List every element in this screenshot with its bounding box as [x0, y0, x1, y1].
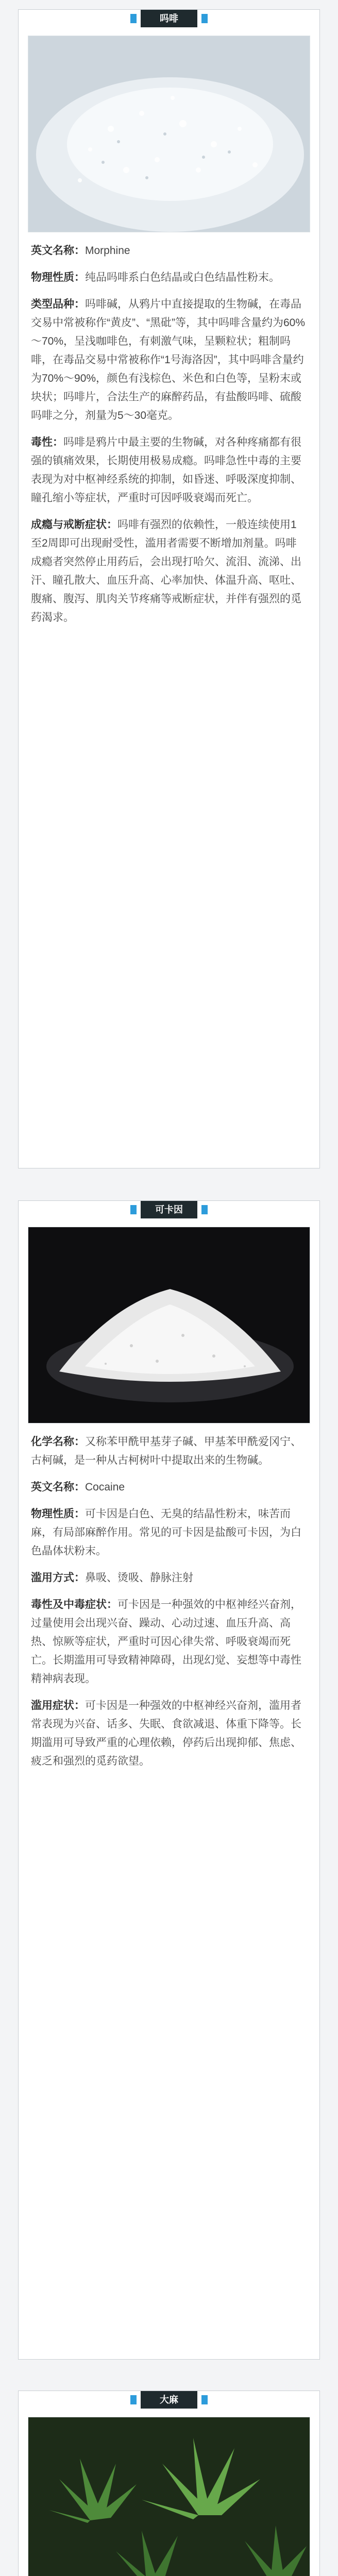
paragraph: [31, 1505, 307, 1561]
paragraph-label: 物理性质：: [31, 272, 85, 283]
paragraph: [31, 516, 307, 627]
paragraph-text: 吗啡是鸦片中最主要的生物碱，对各种疼痛都有很强的镇痛效果，长期使用极易成瘾。吗啡急性中毒的主要表现为对中枢神经系统的抑制，如昏迷、呼吸深度抑制、瞳孔缩小等症状，严重时可因呼吸衰竭而死亡。: [31, 436, 301, 504]
paragraph-label: 成瘾与戒断症状：: [31, 519, 117, 531]
paragraph-text: Morphine: [85, 245, 130, 257]
section-header: [19, 10, 319, 27]
paragraph: [31, 1569, 307, 1587]
paragraph-label: 化学名称：: [31, 1436, 85, 1448]
section-body: [19, 1423, 319, 1791]
paragraph-label: 滥用方式：: [31, 1572, 85, 1584]
cannabis-leaves-illustration: [28, 2417, 310, 2576]
paragraph-label: 毒性及中毒症状：: [31, 1599, 117, 1611]
paragraph-text: 可卡因是一种强效的中枢神经兴奋剂，过量使用会出现兴奋、躁动、心动过速、血压升高、高热、惊厥等症状，严重时可因心律失常、呼吸衰竭而死亡。长期滥用可导致精神障碍，出现幻觉、妄想等中毒性精神病表现。: [31, 1599, 301, 1685]
powder-pile-illustration: [28, 1227, 310, 1423]
paragraph-text: Cocaine: [85, 1481, 125, 1493]
section-body: [19, 232, 319, 648]
paragraph-text: 可卡因是白色、无臭的结晶性粉末，味苦而麻，有局部麻醉作用。常见的可卡因是盐酸可卡因，为白色晶体状粉末。: [31, 1508, 301, 1557]
paragraph: [31, 1697, 307, 1771]
paragraph: [31, 1596, 307, 1688]
paragraph-text: 鼻吸、烫吸、静脉注射: [85, 1572, 193, 1584]
paragraph-text: 又称苯甲酰甲基芽子碱、甲基苯甲酰爱冈宁、古柯碱，是一种从古柯树叶中提取出来的生物碱。: [31, 1436, 301, 1466]
section-title: 吗啡: [141, 10, 197, 27]
paragraph: [31, 242, 307, 260]
paragraph-label: 毒性：: [31, 436, 63, 448]
section-title: 可卡因: [141, 1201, 197, 1218]
paragraph-label: 英文名称：: [31, 1481, 85, 1493]
morphine-photo: [28, 36, 310, 232]
paragraph-text: 纯品吗啡系白色结晶或白色结晶性粉末。: [85, 272, 280, 283]
crystal-powder-illustration: [28, 36, 310, 232]
paragraph-label: 英文名称：: [31, 245, 85, 257]
section-card-cocaine: [18, 1200, 320, 2360]
paragraph: [31, 1478, 307, 1497]
paragraph: [31, 1433, 307, 1470]
paragraph-label: 物理性质：: [31, 1508, 85, 1520]
section-card-cannabis: [18, 2391, 320, 2576]
cannabis-photo: [28, 2417, 310, 2576]
paragraph-text: 可卡因是一种强效的中枢神经兴奋剂，滥用者常表现为兴奋、话多、失眠、食欲减退、体重下降等。长期滥用可导致严重的心理依赖，停药后出现抑郁、焦虑、疲乏和强烈的觅药欲望。: [31, 1700, 301, 1767]
paragraph: [31, 268, 307, 287]
section-card-morphine: [18, 9, 320, 1168]
paragraph-text: 吗啡有强烈的依赖性，一般连续使用1至2周即可出现耐受性，滥用者需要不断增加剂量。吗啡成瘾者突然停止用药后，会出现打哈欠、流泪、流涕、出汗、瞳孔散大、血压升高、心率加快、体温升高、呕吐、腹痛、腹泻、肌肉关节疼痛等戒断症状，并伴有强烈的觅药渴求。: [31, 519, 301, 623]
paragraph-label: 类型品种：: [31, 298, 85, 310]
paragraph: [31, 295, 307, 425]
section-header: [19, 2391, 319, 2409]
section-header: [19, 1201, 319, 1218]
paragraph: [31, 433, 307, 507]
paragraph-label: 滥用症状：: [31, 1700, 85, 1711]
paragraph-text: 吗啡碱，从鸦片中直接提取的生物碱，在毒品交易中常被称作“黄皮”、“黑砒”等，其中吗啡含量约为60%～70%，呈浅咖啡色，有刺激气味，呈颗粒状；粗制吗啡，在毒品交易中常被称作“1号海洛因”，其中吗啡含量约为70%～90%，颜色有浅棕色、米色和白色等，呈粉末或块状；吗啡片，合法生产的麻醉药品，有盐酸吗啡、硫酸吗啡之分，剂量为5～30毫克。: [31, 298, 306, 421]
cocaine-photo: [28, 1227, 310, 1423]
section-title: 大麻: [141, 2391, 197, 2409]
